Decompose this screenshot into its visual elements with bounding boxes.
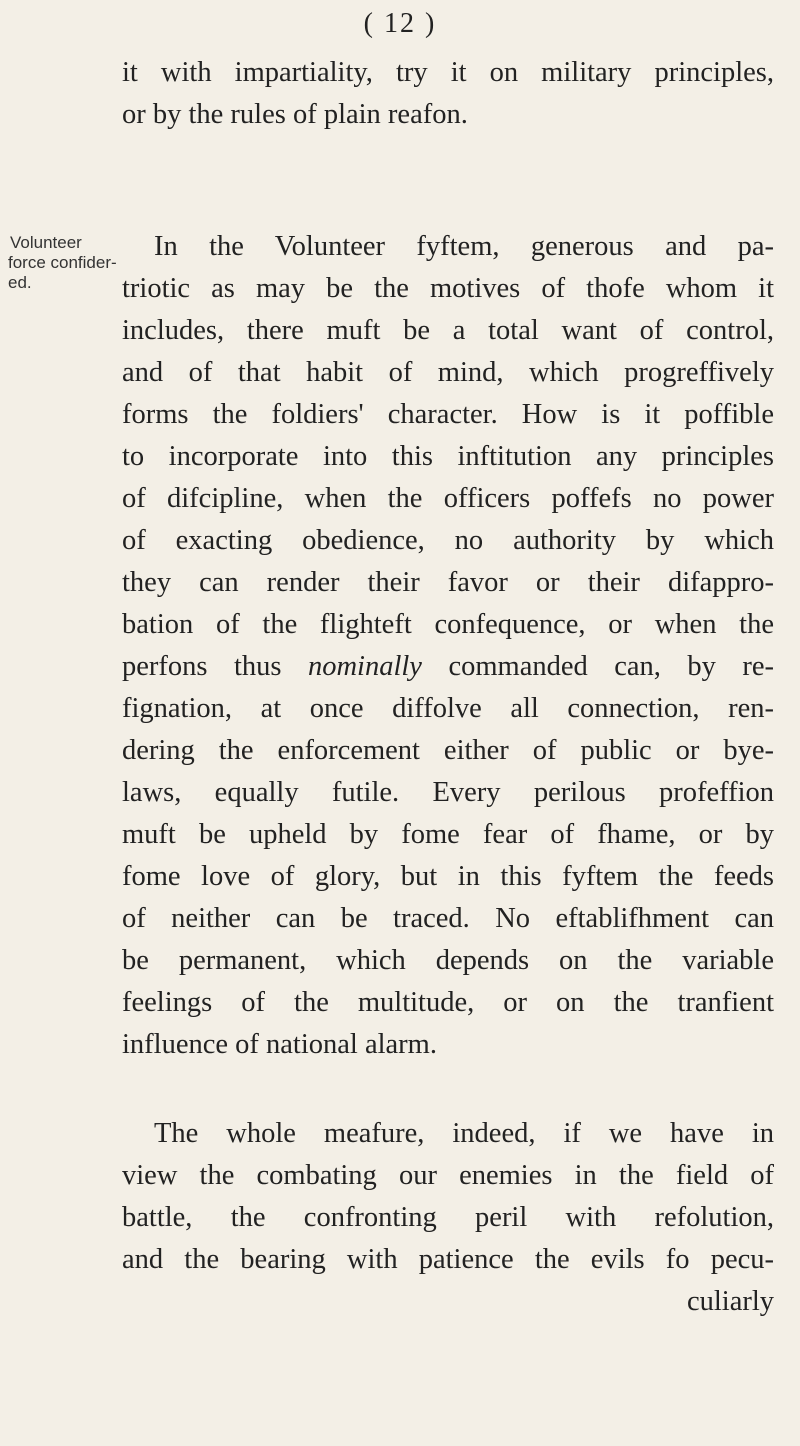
text-line: bation of the flighteft confequence, or when the	[122, 609, 774, 640]
paragraph-1	[122, 52, 774, 136]
text-line: laws, equally futile. Every perilous profeffion	[122, 777, 774, 808]
text-line: or by the rules of plain reafon.	[122, 99, 468, 130]
text-line: The whole meafure, indeed, if we have in	[154, 1118, 774, 1149]
text-line: battle, the confronting peril with refolution,	[122, 1202, 774, 1233]
text-line: influence of national alarm.	[122, 1029, 437, 1060]
catchword: culiarly	[686, 1286, 774, 1317]
text-line	[122, 646, 774, 688]
text-line: it with impartiality, try it on military principles,	[122, 57, 774, 88]
paragraph-3	[122, 1113, 774, 1323]
text-segment: commanded can, by re-	[421, 651, 775, 682]
text-line: of difcipline, when the officers poffefs no power	[122, 483, 774, 514]
paragraph-2	[122, 226, 774, 1066]
text-line: of exacting obedience, no authority by which	[122, 525, 774, 556]
text-line: includes, there muft be a total want of control,	[122, 315, 774, 346]
text-line: they can render their favor or their difappro-	[122, 567, 774, 598]
text-line: and of that habit of mind, which progreffively	[122, 357, 774, 388]
text-line: of neither can be traced. No eftablifhment can	[122, 903, 774, 934]
margin-note	[8, 233, 117, 293]
text-line: triotic as may be the motives of thofe whom it	[122, 273, 774, 304]
text-line: be permanent, which depends on the variable	[122, 945, 774, 976]
text-line: In the Volunteer fyftem, generous and pa-	[154, 231, 774, 262]
text-line: dering the enforcement either of public or bye-	[122, 735, 774, 766]
text-line: view the combating our enemies in the field of	[122, 1160, 774, 1191]
text-line: fome love of glory, but in this fyftem the feeds	[122, 861, 774, 892]
italic-word: nominally	[307, 651, 422, 682]
text-segment: perfons thus	[122, 651, 308, 682]
text-line: fignation, at once diffolve all connection, ren-	[122, 693, 774, 724]
margin-note-line: force confider-	[8, 253, 117, 272]
text-line: muft be upheld by fome fear of fhame, or by	[122, 819, 774, 850]
text-line: and the bearing with patience the evils fo pecu-	[122, 1244, 774, 1275]
text-line: feelings of the multitude, or on the tranfient	[122, 987, 774, 1018]
text-line: to incorporate into this inftitution any principles	[122, 441, 774, 472]
text-line: forms the foldiers' character. How is it poffible	[122, 399, 774, 430]
page-number: ( 12 )	[363, 8, 437, 39]
margin-note-line: Volunteer	[10, 233, 82, 252]
margin-note-line: ed.	[8, 273, 32, 292]
